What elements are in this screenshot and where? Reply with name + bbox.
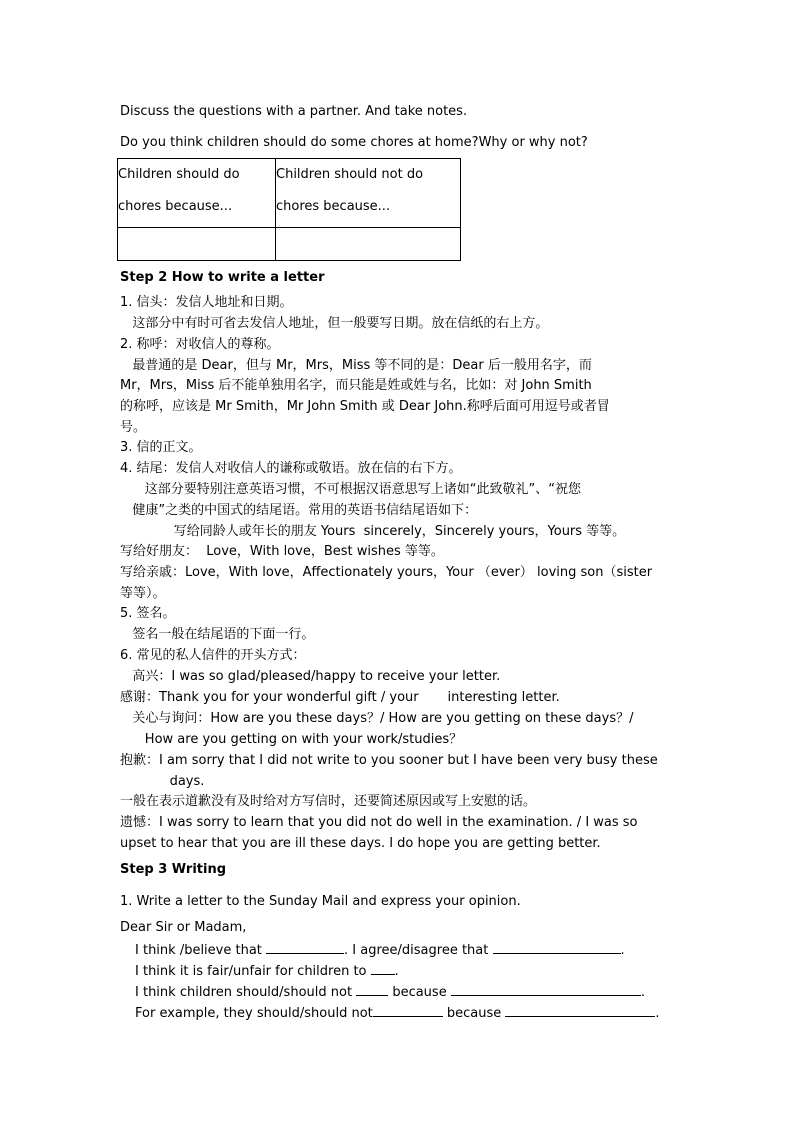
sentence-2-part-a: I think it is fair/unfair for children to xyxy=(135,964,371,979)
sentence-4-part-a: For example, they should/should not xyxy=(135,1006,373,1021)
step2-line: 1. 信头：发信人地址和日期。 xyxy=(120,295,293,310)
letter-sentence-1 xyxy=(135,940,625,960)
table-cell-should-notes[interactable] xyxy=(118,228,276,261)
letter-salutation: Dear Sir or Madam, xyxy=(120,920,247,935)
step2-line: 遗憾：I was sorry to learn that you did not do well in the examination. / I was so xyxy=(120,815,638,830)
step2-line: 感谢：Thank you for your wonderful gift / your interesting letter. xyxy=(120,690,560,705)
step2-line: 一般在表示道歉没有及时给对方写信时，还要简述原因或写上安慰的话。 xyxy=(120,794,537,809)
step2-line: 的称呼，应该是 Mr Smith，Mr John Smith 或 Dear John.称呼后面可用逗号或者冒 xyxy=(120,399,610,414)
step2-line: 抱歉：I am sorry that I did not write to you sooner but I have been very busy these xyxy=(120,753,658,768)
step2-line: 写给亲戚：Love，With love，Affectionately yours，Your （ever） loving son（sister xyxy=(120,565,653,580)
step2-line: 5. 签名。 xyxy=(120,606,176,621)
table-header-should-not-line-1: Children should not do xyxy=(276,167,424,182)
sentence-1-part-b: . I agree/disagree that xyxy=(344,943,493,958)
intro-line-2: Do you think children should do some chores at home?Why or why not? xyxy=(120,135,588,150)
step2-line: 2. 称呼：对收信人的尊称。 xyxy=(120,337,280,352)
step2-line: 这部分中有时可省去发信人地址，但一般要写日期。放在信纸的右上方。 xyxy=(120,316,549,331)
step2-line: Mr，Mrs，Miss 后不能单独用名字，而只能是姓或姓与名，比如：对 John Smith xyxy=(120,378,592,393)
table-header-should-line-1: Children should do xyxy=(118,167,240,182)
step2-line: 这部分要特别注意英语习惯，不可根据汉语意思写上诸如“此致敬礼”、“祝您 xyxy=(120,482,581,497)
table-header-should-not xyxy=(276,159,461,228)
step2-heading: Step 2 How to write a letter xyxy=(120,270,325,285)
step2-line: 健康”之类的中国式的结尾语。常用的英语书信结尾语如下： xyxy=(120,503,478,518)
step3-task: 1. Write a letter to the Sunday Mail and express your opinion. xyxy=(120,894,521,909)
sentence-4-part-c: . xyxy=(655,1006,660,1021)
table-header-should xyxy=(118,159,276,228)
step2-line: 4. 结尾：发信人对收信人的谦称或敬语。放在信的右下方。 xyxy=(120,461,462,476)
letter-sentence-3 xyxy=(135,982,645,1002)
step2-line: 写给同龄人或年长的朋友 Yours sincerely，Sincerely yours，Yours 等等。 xyxy=(120,524,626,539)
sentence-3-part-a: I think children should/should not xyxy=(135,985,357,1000)
sentence-3-part-c: . xyxy=(640,985,645,1000)
step2-line: 写给好朋友： Love，With love，Best wishes 等等。 xyxy=(120,544,444,559)
blank-5[interactable] xyxy=(451,982,641,996)
step3-heading: Step 3 Writing xyxy=(120,862,227,877)
step2-line: 高兴：I was so glad/pleased/happy to receive your letter. xyxy=(120,669,501,684)
sentence-1-part-c: . xyxy=(620,943,625,958)
step2-line: 签名一般在结尾语的下面一行。 xyxy=(120,627,315,642)
blank-4[interactable] xyxy=(356,982,388,996)
step2-line: 最普通的是 Dear，但与 Mr，Mrs，Miss 等不同的是：Dear 后一般用名字，而 xyxy=(120,358,592,373)
sentence-1-part-a: I think /believe that xyxy=(135,943,267,958)
blank-3[interactable] xyxy=(371,961,395,975)
step2-line: 关心与询问：How are you these days？/ How are you getting on these days？/ xyxy=(120,711,634,726)
step2-line: 6. 常见的私人信件的开头方式： xyxy=(120,648,306,663)
step2-line: How are you getting on with your work/studies？ xyxy=(120,732,463,747)
blank-6[interactable] xyxy=(373,1003,443,1017)
letter-sentence-4 xyxy=(135,1003,660,1023)
step2-line: 等等）。 xyxy=(120,586,166,601)
step2-line: days. xyxy=(120,774,205,789)
step2-line: 号。 xyxy=(120,420,147,435)
letter-sentence-2 xyxy=(135,961,399,981)
table-header-should-not-line-2: chores because... xyxy=(276,199,391,214)
step2-line: 3. 信的正文。 xyxy=(120,440,202,455)
step2-line: upset to hear that you are ill these days. I do hope you are getting better. xyxy=(120,836,601,851)
blank-2[interactable] xyxy=(493,940,621,954)
intro-line-1: Discuss the questions with a partner. And take notes. xyxy=(120,104,468,119)
blank-1[interactable] xyxy=(266,940,344,954)
sentence-4-part-b: because xyxy=(442,1006,506,1021)
notes-table xyxy=(117,158,461,261)
table-header-should-line-2: chores because... xyxy=(118,199,233,214)
sentence-3-part-b: because xyxy=(388,985,451,1000)
blank-7[interactable] xyxy=(505,1003,655,1017)
sentence-2-part-b: . xyxy=(394,964,399,979)
table-cell-should-not-notes[interactable] xyxy=(276,228,461,261)
